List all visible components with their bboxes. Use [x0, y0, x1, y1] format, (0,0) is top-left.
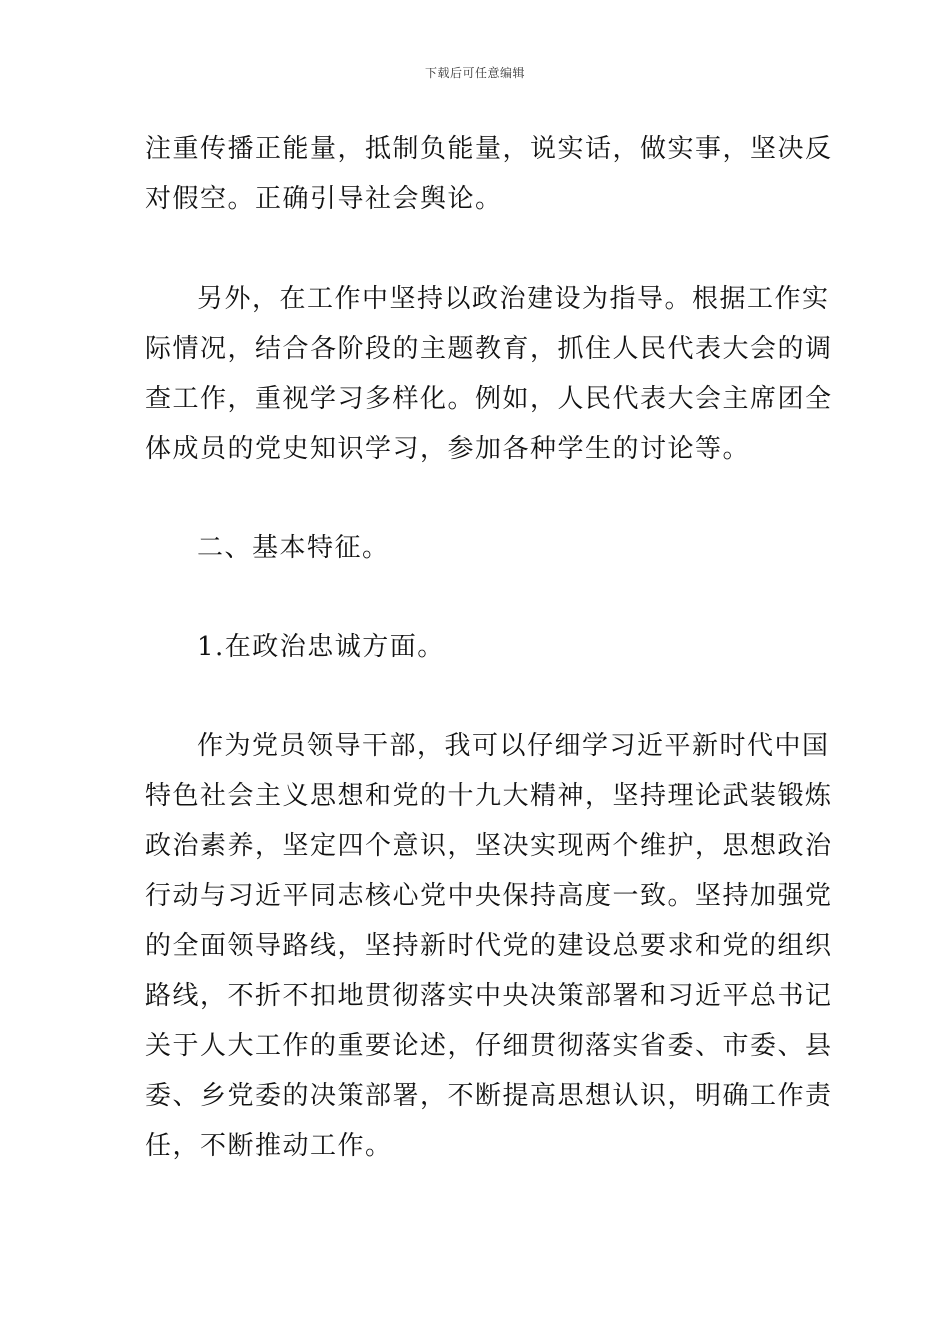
page-header: 下载后可任意编辑	[424, 66, 525, 80]
paragraph-line: 对假空。正确引导社会舆论。	[145, 184, 503, 214]
sub-heading: 1.在政治忠诚方面。	[197, 632, 445, 662]
paragraph-line: 委、乡党委的决策部署，不断提高思想认识，明确工作责	[145, 1081, 833, 1111]
paragraph-line: 作为党员领导干部，我可以仔细学习近平新时代中国	[197, 731, 830, 761]
paragraph-line: 际情况，结合各阶段的主题教育，抓住人民代表大会的调	[145, 334, 833, 364]
paragraph-line: 体成员的党史知识学习，参加各种学生的讨论等。	[145, 434, 751, 464]
section-heading: 二、基本特征。	[197, 533, 390, 563]
paragraph-line: 关于人大工作的重要论述，仔细贯彻落实省委、市委、县	[145, 1031, 833, 1061]
paragraph-line: 政治素养，坚定四个意识，坚决实现两个维护，思想政治	[145, 831, 833, 861]
paragraph-line: 查工作，重视学习多样化。例如，人民代表大会主席团全	[145, 384, 833, 414]
paragraph-line: 路线，不折不扣地贯彻落实中央决策部署和习近平总书记	[145, 981, 833, 1011]
paragraph-line: 任，不断推动工作。	[145, 1131, 393, 1161]
paragraph-line: 注重传播正能量，抵制负能量，说实话，做实事，坚决反	[145, 134, 833, 164]
paragraph-line: 行动与习近平同志核心党中央保持高度一致。坚持加强党	[145, 881, 833, 911]
paragraph-line: 另外，在工作中坚持以政治建设为指导。根据工作实	[197, 284, 830, 314]
paragraph-line: 的全面领导路线，坚持新时代党的建设总要求和党的组织	[145, 931, 833, 961]
paragraph-line: 特色社会主义思想和党的十九大精神，坚持理论武装锻炼	[145, 781, 833, 811]
